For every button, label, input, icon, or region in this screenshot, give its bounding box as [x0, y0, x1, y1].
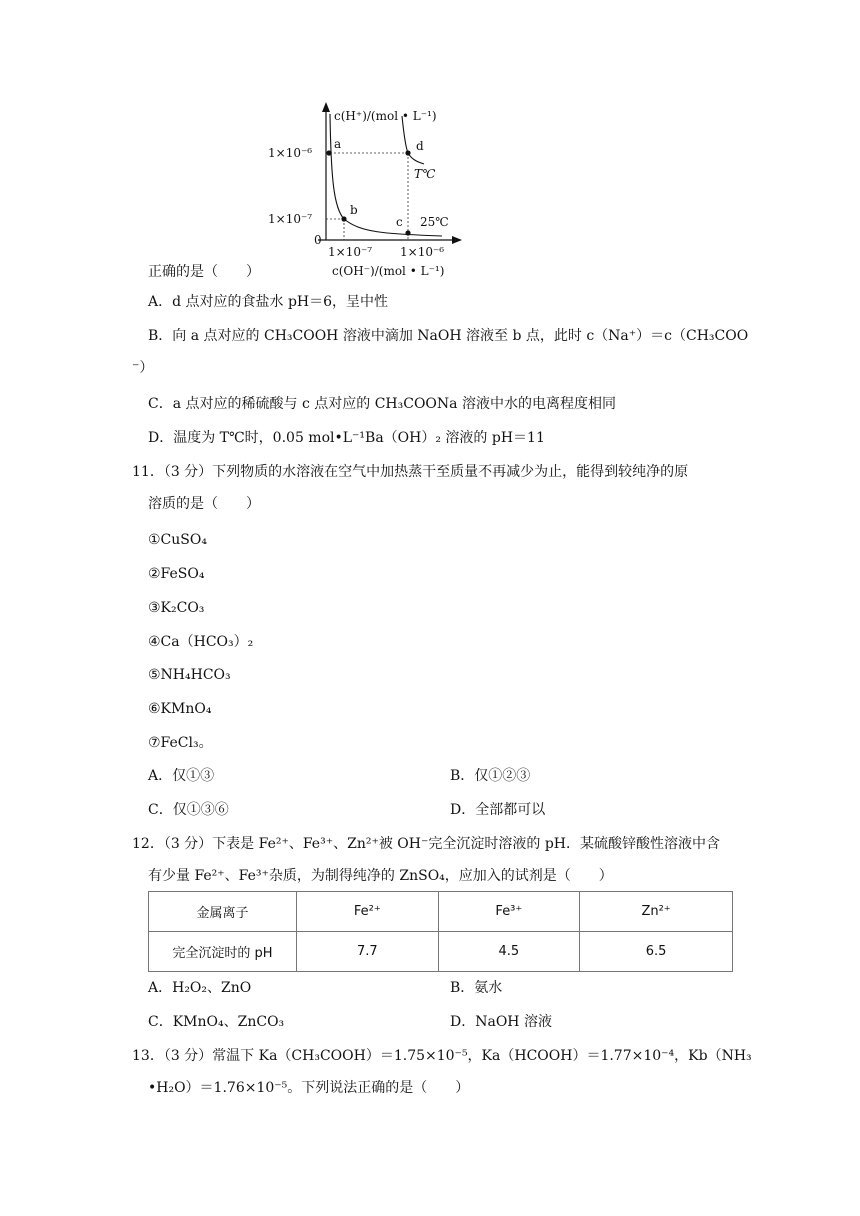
q13-stem-line2: •H₂O）＝1.76×10⁻⁵。下列说法正确的是（ ）	[148, 1080, 470, 1096]
q10-stem-tail: 正确的是（ ）	[148, 264, 260, 280]
table-cell: 4.5	[438, 932, 580, 972]
q13-stem-line1: 13．（3 分）常温下 Ka（CH₃COOH）＝1.75×10⁻⁵，Ka（HCOOH）＝1.77×10⁻⁴，Kb（NH₃	[132, 1048, 752, 1064]
q11-item-2: ②FeSO₄	[148, 566, 205, 582]
y-axis-arrow	[322, 102, 330, 112]
q11-stem-line1: 11．（3 分）下列物质的水溶液在空气中加热蒸干至质量不再减少为止，能得到较纯净的原	[132, 464, 689, 480]
point-c	[405, 230, 410, 235]
curve-label-tc: T℃	[414, 167, 436, 181]
q10-option-d: D．温度为 T℃时，0.05 mol•L⁻¹Ba（OH）₂ 溶液的 pH＝11	[148, 430, 545, 446]
q12-option-c: C．KMnO₄、ZnCO₃	[148, 1014, 285, 1030]
q12-stem-line1: 12．（3 分）下表是 Fe²⁺、Fe³⁺、Zn²⁺被 OH⁻完全沉淀时溶液的 pH．某硫酸锌酸性溶液中含	[132, 836, 720, 852]
q11-stem-line2: 溶质的是（ ）	[148, 496, 260, 512]
y-tick-1e-6: 1×10⁻⁶	[268, 146, 313, 160]
point-label-b: b	[350, 203, 358, 217]
q11-option-d: D．全部都可以	[450, 802, 546, 818]
table-cell: 6.5	[580, 932, 733, 972]
point-a	[326, 150, 331, 155]
table-row	[149, 932, 733, 972]
q11-option-c: C．仅①③⑥	[148, 802, 229, 818]
table-header-cell: Zn²⁺	[580, 892, 733, 932]
q11-option-a: A．仅①③	[148, 768, 215, 784]
point-label-a: a	[334, 137, 342, 151]
q12-stem-line2: 有少量 Fe²⁺、Fe³⁺杂质，为制得纯净的 ZnSO₄，应加入的试剂是（ ）	[148, 868, 613, 884]
q10-option-b-line1: B．向 a 点对应的 CH₃COOH 溶液中滴加 NaOH 溶液至 b 点，此时 c（Na⁺）＝c（CH₃COO	[148, 328, 749, 344]
q12-option-a: A．H₂O₂、ZnO	[148, 980, 252, 996]
table-header-cell: Fe³⁺	[438, 892, 580, 932]
q11-item-6: ⑥KMnO₄	[148, 701, 212, 717]
x-axis-label: c(OH⁻)/(mol • L⁻¹)	[332, 264, 445, 278]
q11-item-4: ④Ca（HCO₃）₂	[148, 634, 254, 650]
x-tick-1e-6: 1×10⁻⁶	[400, 245, 445, 259]
q11-item-3: ③K₂CO₃	[148, 600, 205, 616]
table-cell: 完全沉淀时的 pH	[149, 932, 297, 972]
table-cell: 7.7	[297, 932, 439, 972]
ph-water-curve-figure	[262, 100, 472, 280]
y-tick-1e-7: 1×10⁻⁷	[268, 212, 313, 226]
q12-option-d: D．NaOH 溶液	[450, 1014, 552, 1030]
point-label-c: c	[396, 215, 403, 229]
table-header-row	[149, 892, 733, 932]
x-axis-arrow	[452, 236, 462, 244]
q11-item-5: ⑤NH₄HCO₃	[148, 667, 231, 683]
y-axis-label: c(H⁺)/(mol • L⁻¹)	[334, 109, 437, 123]
curve-label-25c: 25℃	[420, 215, 449, 229]
table-header-cell: 金属离子	[149, 892, 297, 932]
point-b	[341, 216, 346, 221]
q11-option-b: B．仅①②③	[450, 768, 531, 784]
origin-label: 0	[314, 233, 322, 247]
point-label-d: d	[416, 139, 424, 153]
q11-item-1: ①CuSO₄	[148, 532, 207, 548]
q12-option-b: B．氨水	[450, 980, 503, 996]
q10-option-b-line2: ⁻）	[132, 360, 154, 376]
precipitation-ph-table	[148, 891, 733, 972]
table-header-cell: Fe²⁺	[297, 892, 439, 932]
q11-item-7: ⑦FeCl₃。	[148, 735, 213, 751]
q10-option-c: C．a 点对应的稀硫酸与 c 点对应的 CH₃COONa 溶液中水的电离程度相同	[148, 396, 616, 412]
q10-option-a: A．d 点对应的食盐水 pH＝6，呈中性	[148, 294, 389, 310]
point-d	[405, 150, 410, 155]
x-tick-1e-7: 1×10⁻⁷	[328, 245, 373, 259]
